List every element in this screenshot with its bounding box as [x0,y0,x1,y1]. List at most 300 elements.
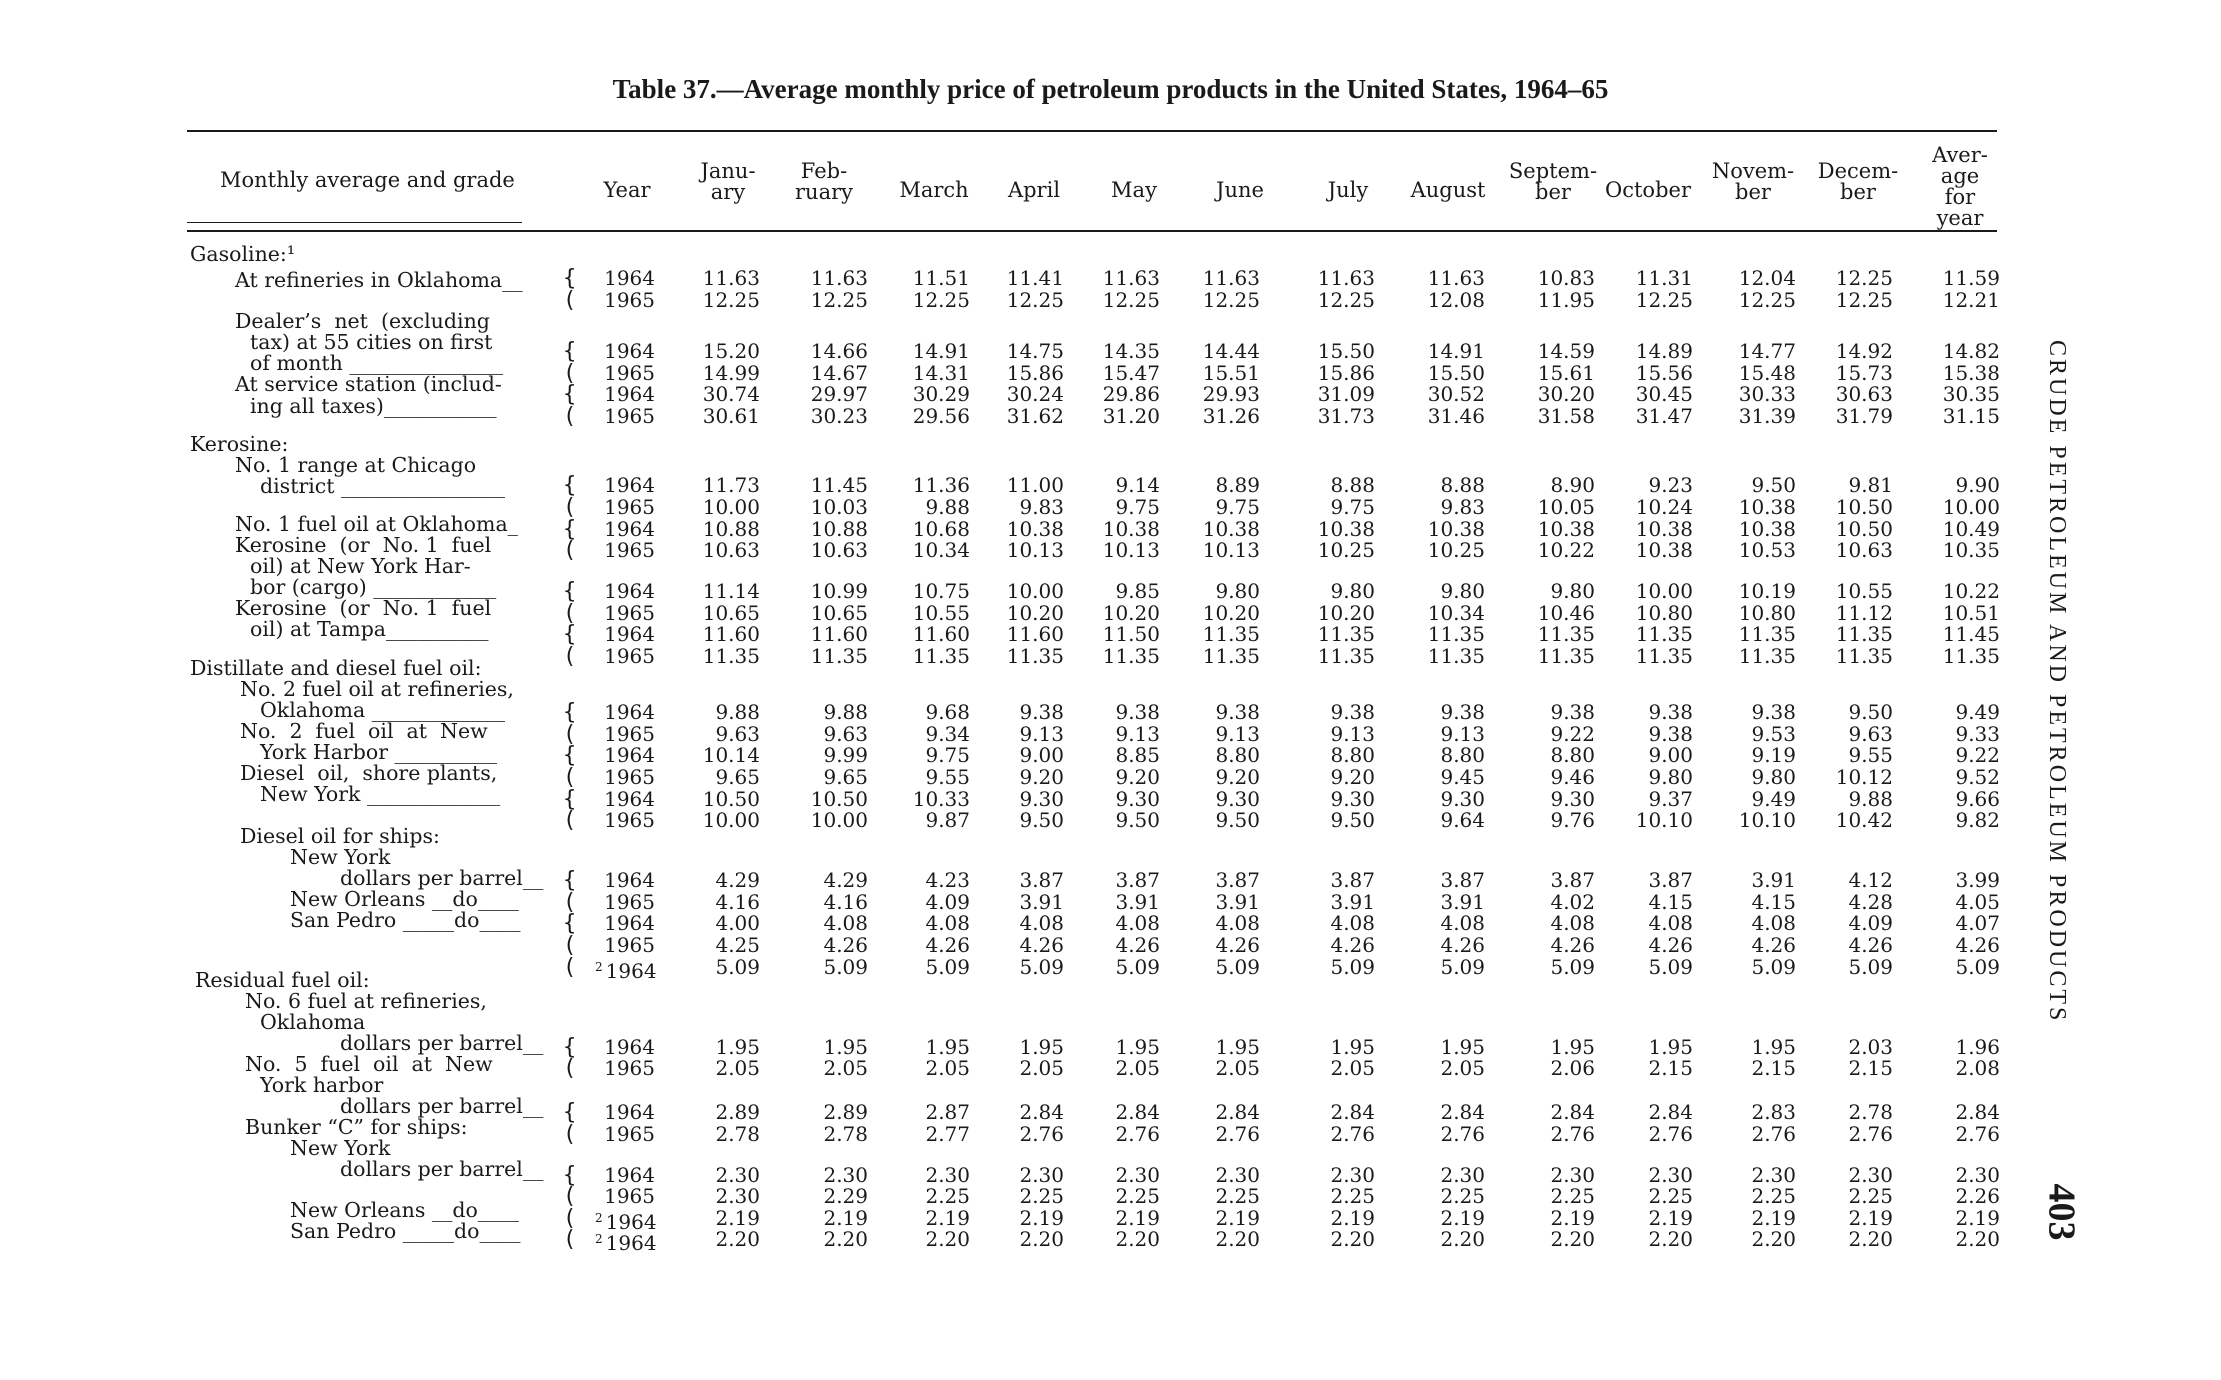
price-cell: 2.25 [925,1184,970,1208]
year-cell [595,913,655,934]
average-cell: 15.38 [1942,361,2000,385]
grade-label: tax) at 55 cities on first [250,330,493,354]
price-cell: 9.13 [1215,722,1260,746]
price-cell: 12.25 [810,288,868,312]
price-cell: 4.23 [925,868,970,892]
price-cell: 9.75 [1215,495,1260,519]
price-cell: 2.30 [1751,1163,1796,1187]
price-cell: 2.83 [1751,1100,1796,1124]
price-cell: 4.26 [1215,933,1260,957]
month-column-header: August [1410,178,1486,202]
price-cell: 10.63 [810,538,868,562]
price-cell: 15.51 [1202,361,1260,385]
price-cell: 2.25 [1648,1184,1693,1208]
price-cell: 9.30 [1550,787,1595,811]
price-cell: 14.67 [810,361,868,385]
price-cell: 31.46 [1427,404,1485,428]
top-rule [187,130,1997,132]
price-cell: 12.25 [1202,288,1260,312]
price-cell: 9.13 [1115,722,1160,746]
year-cell [595,497,655,518]
price-cell: 9.38 [1019,700,1064,724]
price-cell: 9.50 [1115,808,1160,832]
price-cell: 9.38 [1648,722,1693,746]
price-cell: 9.75 [1330,495,1375,519]
price-cell: 11.63 [1317,266,1375,290]
price-cell: 9.76 [1550,808,1595,832]
price-cell: 10.63 [1835,538,1893,562]
year-cell [595,290,655,311]
price-cell: 2.05 [1440,1056,1485,1080]
row-brace: ( [563,404,577,429]
price-cell: 10.38 [1102,517,1160,541]
price-cell: 2.05 [1019,1056,1064,1080]
average-cell: 9.49 [1955,700,2000,724]
price-cell: 2.06 [1550,1056,1595,1080]
price-cell: 3.87 [1215,868,1260,892]
row-brace: ( [563,1184,577,1209]
year-value: 1965 [604,495,655,519]
price-cell: 4.26 [1115,933,1160,957]
price-cell: 2.25 [1848,1184,1893,1208]
price-cell: 2.19 [1330,1206,1375,1230]
price-cell: 30.20 [1537,382,1595,406]
table-row [0,935,2221,956]
price-cell: 4.09 [925,890,970,914]
price-cell: 14.91 [912,339,970,363]
table-row [0,810,2221,831]
price-cell: 1.95 [1751,1035,1796,1059]
price-cell: 2.84 [1330,1100,1375,1124]
price-cell: 9.88 [925,495,970,519]
price-cell: 30.23 [810,404,868,428]
year-value: 1964 [604,473,655,497]
price-cell: 2.84 [1019,1100,1064,1124]
month-column-header: Janu- ary [700,159,756,204]
price-cell: 2.19 [925,1206,970,1230]
price-cell: 9.00 [1648,743,1693,767]
price-cell: 10.38 [1202,517,1260,541]
price-cell: 2.25 [1115,1184,1160,1208]
price-cell: 2.89 [715,1100,760,1124]
price-cell: 2.05 [823,1056,868,1080]
year-column-header: Year [603,178,651,202]
price-cell: 1.95 [715,1035,760,1059]
price-cell: 8.89 [1215,473,1260,497]
price-cell: 2.20 [1550,1227,1595,1251]
year-cell [595,1229,655,1254]
row-brace: ( [563,933,577,958]
price-cell: 4.26 [1330,933,1375,957]
price-cell: 11.63 [1202,266,1260,290]
month-column-header: April [1007,178,1061,202]
year-value: 1965 [604,1122,655,1146]
price-cell: 8.80 [1215,743,1260,767]
table-row [0,497,2221,518]
price-cell: 10.34 [912,538,970,562]
year-cell [595,1058,655,1079]
row-brace: ( [563,808,577,833]
price-cell: 12.08 [1427,288,1485,312]
price-cell: 10.38 [1006,517,1064,541]
price-cell: 2.76 [1550,1122,1595,1146]
price-cell: 10.10 [1738,808,1796,832]
price-cell: 11.36 [912,473,970,497]
row-brace: ( [563,288,577,313]
running-head [2044,340,2085,1024]
year-cell [595,581,655,602]
price-cell: 9.38 [1440,700,1485,724]
price-cell: 2.30 [1019,1163,1064,1187]
price-cell: 2.19 [1019,1206,1064,1230]
price-cell: 2.15 [1848,1056,1893,1080]
price-cell: 2.19 [1550,1206,1595,1230]
year-value: 1965 [604,722,655,746]
table-row [0,1102,2221,1123]
average-cell: 14.82 [1942,339,2000,363]
price-cell: 2.25 [1440,1184,1485,1208]
grade-label: Diesel oil for ships: [240,824,440,848]
price-cell: 9.38 [1215,700,1260,724]
row-brace: { [563,1163,577,1188]
price-cell: 2.19 [715,1206,760,1230]
price-cell: 1.95 [1550,1035,1595,1059]
price-cell: 2.78 [823,1122,868,1146]
price-cell: 5.09 [1648,955,1693,979]
row-brace: ( [563,890,577,915]
price-cell: 2.76 [1848,1122,1893,1146]
price-cell: 11.35 [1102,644,1160,668]
year-cell [595,475,655,496]
month-column-header: June [1216,178,1264,202]
price-cell: 5.09 [925,955,970,979]
price-cell: 4.08 [823,911,868,935]
row-brace: ( [563,1056,577,1081]
price-cell: 9.50 [1751,473,1796,497]
price-cell: 10.80 [1635,601,1693,625]
price-cell: 11.35 [1738,644,1796,668]
average-cell: 9.66 [1955,787,2000,811]
row-brace: { [563,339,577,364]
table-row [0,913,2221,934]
price-cell: 3.91 [1019,890,1064,914]
price-cell: 11.31 [1635,266,1693,290]
year-cell [595,1037,655,1058]
price-cell: 9.49 [1751,787,1796,811]
price-cell: 10.00 [810,808,868,832]
price-cell: 9.53 [1751,722,1796,746]
grade-label: dollars per barrel__ [340,866,544,890]
price-cell: 2.30 [925,1163,970,1187]
price-cell: 31.58 [1537,404,1595,428]
year-cell [595,1186,655,1207]
price-cell: 1.95 [823,1035,868,1059]
price-cell: 10.24 [1635,495,1693,519]
grade-label: No. 2 fuel oil at refineries, [240,677,514,701]
price-cell: 9.13 [1019,722,1064,746]
price-cell: 9.38 [1648,700,1693,724]
price-cell: 29.86 [1102,382,1160,406]
price-cell: 9.30 [1115,787,1160,811]
table-row [0,789,2221,810]
table-row [0,646,2221,667]
average-cell: 1.96 [1955,1035,2000,1059]
price-cell: 10.65 [810,601,868,625]
price-cell: 30.52 [1427,382,1485,406]
price-cell: 2.25 [1330,1184,1375,1208]
footnote-marker: 2 [595,960,603,974]
price-cell: 4.16 [823,890,868,914]
price-cell: 11.35 [1537,644,1595,668]
price-cell: 9.87 [925,808,970,832]
year-cell [595,1124,655,1145]
year-value: 1965 [604,288,655,312]
price-cell: 11.60 [810,622,868,646]
price-cell: 2.78 [715,1122,760,1146]
price-cell: 1.95 [1019,1035,1064,1059]
price-cell: 12.25 [1102,288,1160,312]
price-cell: 9.99 [823,743,868,767]
year-cell [595,384,655,405]
price-cell: 9.75 [1115,495,1160,519]
grade-label: Gasoline:¹ [190,242,296,266]
table-row [0,384,2221,405]
year-value: 1965 [604,808,655,832]
price-cell: 2.20 [1848,1227,1893,1251]
year-value: 1965 [604,890,655,914]
price-cell: 9.34 [925,722,970,746]
price-cell: 30.63 [1835,382,1893,406]
price-cell: 10.20 [1317,601,1375,625]
price-cell: 4.08 [1330,911,1375,935]
year-value: 1965 [604,538,655,562]
price-cell: 12.25 [1006,288,1064,312]
price-cell: 9.80 [1751,765,1796,789]
year-value: 1965 [604,404,655,428]
price-cell: 9.20 [1019,765,1064,789]
price-cell: 9.64 [1440,808,1485,832]
price-cell: 2.05 [1115,1056,1160,1080]
price-cell: 10.13 [1006,538,1064,562]
price-cell: 3.87 [1550,868,1595,892]
price-cell: 4.08 [1550,911,1595,935]
price-cell: 10.33 [912,787,970,811]
price-cell: 9.13 [1440,722,1485,746]
price-cell: 4.26 [1019,933,1064,957]
price-cell: 8.80 [1440,743,1485,767]
price-cell: 4.26 [1550,933,1595,957]
price-cell: 2.30 [715,1184,760,1208]
price-cell: 2.19 [1648,1206,1693,1230]
price-cell: 9.14 [1115,473,1160,497]
price-cell: 2.19 [1115,1206,1160,1230]
price-cell: 9.30 [1019,787,1064,811]
year-value: 1965 [604,361,655,385]
price-cell: 5.09 [1019,955,1064,979]
price-cell: 15.48 [1738,361,1796,385]
price-cell: 2.84 [1550,1100,1595,1124]
price-cell: 9.50 [1215,808,1260,832]
price-cell: 12.25 [1635,288,1693,312]
price-cell: 10.20 [1102,601,1160,625]
grade-label: New Orleans __do____ [290,1198,519,1222]
price-cell: 10.80 [1738,601,1796,625]
average-cell: 2.84 [1955,1100,2000,1124]
price-cell: 4.08 [1019,911,1064,935]
price-cell: 2.84 [1215,1100,1260,1124]
price-cell: 14.59 [1537,339,1595,363]
price-cell: 2.20 [1019,1227,1064,1251]
price-cell: 2.30 [1848,1163,1893,1187]
grade-label: Dealer’s net (excluding [235,309,490,333]
price-cell: 3.87 [1115,868,1160,892]
table-row [0,540,2221,561]
price-cell: 4.08 [1115,911,1160,935]
table-row [0,266,2221,292]
price-cell: 10.12 [1835,765,1893,789]
price-cell: 9.50 [1330,808,1375,832]
price-cell: 15.86 [1317,361,1375,385]
row-brace: ( [563,538,577,563]
price-cell: 9.38 [1330,700,1375,724]
price-cell: 2.76 [1440,1122,1485,1146]
price-cell: 15.20 [702,339,760,363]
price-cell: 5.09 [1550,955,1595,979]
price-cell: 9.22 [1550,722,1595,746]
price-cell: 14.75 [1006,339,1064,363]
average-cell: 2.30 [1955,1163,2000,1187]
price-cell: 10.38 [1317,517,1375,541]
price-cell: 11.45 [810,473,868,497]
month-column-header: Septem- ber [1508,159,1598,204]
price-cell: 2.30 [1115,1163,1160,1187]
grade-label: At service station (includ- [235,372,502,396]
average-cell: 2.26 [1955,1184,2000,1208]
price-cell: 8.88 [1440,473,1485,497]
price-cell: 10.55 [1835,579,1893,603]
table-row [0,1124,2221,1145]
price-cell: 2.84 [1115,1100,1160,1124]
price-cell: 5.09 [1330,955,1375,979]
grade-label: bor (cargo) ____________ [250,575,497,599]
price-cell: 2.25 [1019,1184,1064,1208]
price-cell: 4.08 [1215,911,1260,935]
price-cell: 11.73 [702,473,760,497]
price-cell: 10.50 [810,787,868,811]
price-cell: 11.63 [810,266,868,290]
price-cell: 29.93 [1202,382,1260,406]
price-cell: 10.13 [1202,538,1260,562]
price-cell: 2.30 [715,1163,760,1187]
price-cell: 3.91 [1440,890,1485,914]
price-cell: 11.35 [1006,644,1064,668]
price-cell: 14.89 [1635,339,1693,363]
price-cell: 10.88 [810,517,868,541]
year-value: 1964 [604,579,655,603]
price-cell: 2.29 [823,1184,868,1208]
price-cell: 10.88 [702,517,760,541]
price-cell: 2.30 [1215,1163,1260,1187]
row-brace: { [563,382,577,407]
price-cell: 9.30 [1215,787,1260,811]
price-cell: 10.05 [1537,495,1595,519]
grade-label: San Pedro _____do____ [290,1219,521,1243]
price-cell: 9.83 [1019,495,1064,519]
price-cell: 9.38 [1751,700,1796,724]
average-cell: 12.21 [1942,288,2000,312]
price-cell: 2.05 [925,1056,970,1080]
row-brace: { [563,700,577,725]
price-cell: 10.00 [1006,579,1064,603]
year-value: 1964 [604,787,655,811]
average-cell: 9.22 [1955,743,2000,767]
grade-label: of month _______________ [250,351,504,375]
price-cell: 2.03 [1848,1035,1893,1059]
price-cell: 3.91 [1751,868,1796,892]
grade-label: No. 6 fuel at refineries, [245,989,487,1013]
price-cell: 11.35 [912,644,970,668]
table-row [0,698,2221,725]
price-cell: 10.10 [1635,808,1693,832]
price-cell: 9.80 [1330,579,1375,603]
price-cell: 31.79 [1835,404,1893,428]
price-cell: 10.75 [912,579,970,603]
row-brace: { [563,911,577,936]
grade-underline [187,222,522,223]
year-value: 1964 [604,517,655,541]
average-cell: 4.07 [1955,911,2000,935]
price-cell: 31.62 [1006,404,1064,428]
grade-label: Residual fuel oil: [195,968,370,992]
price-cell: 10.00 [1635,579,1693,603]
price-cell: 11.50 [1102,622,1160,646]
price-cell: 14.99 [702,361,760,385]
price-cell: 11.35 [1427,622,1485,646]
price-cell: 2.76 [1019,1122,1064,1146]
table-row [0,341,2221,362]
price-cell: 9.00 [1019,743,1064,767]
price-cell: 10.38 [1427,517,1485,541]
average-cell: 11.59 [1942,266,2000,290]
year-cell [595,603,655,624]
price-cell: 14.31 [912,361,970,385]
price-cell: 2.76 [1115,1122,1160,1146]
price-cell: 10.03 [810,495,868,519]
price-cell: 10.25 [1427,538,1485,562]
table-row [0,1037,2221,1058]
price-cell: 3.91 [1330,890,1375,914]
price-cell: 29.97 [810,382,868,406]
price-cell: 3.87 [1440,868,1485,892]
price-cell: 11.35 [702,644,760,668]
grade-label: York Harbor __________ [260,740,498,764]
price-cell: 4.29 [715,868,760,892]
price-cell: 4.26 [925,933,970,957]
table-row [0,1165,2221,1186]
year-value: 1965 [604,601,655,625]
price-cell: 31.20 [1102,404,1160,428]
month-column-header: March [899,178,969,202]
month-column-header: July [1327,178,1369,202]
price-cell: 9.30 [1330,787,1375,811]
price-cell: 2.87 [925,1100,970,1124]
footnote-marker: 2 [595,1211,603,1225]
price-cell: 8.85 [1115,743,1160,767]
price-cell: 2.76 [1648,1122,1693,1146]
price-cell: 11.35 [1537,622,1595,646]
price-cell: 4.15 [1751,890,1796,914]
price-cell: 4.08 [1648,911,1693,935]
